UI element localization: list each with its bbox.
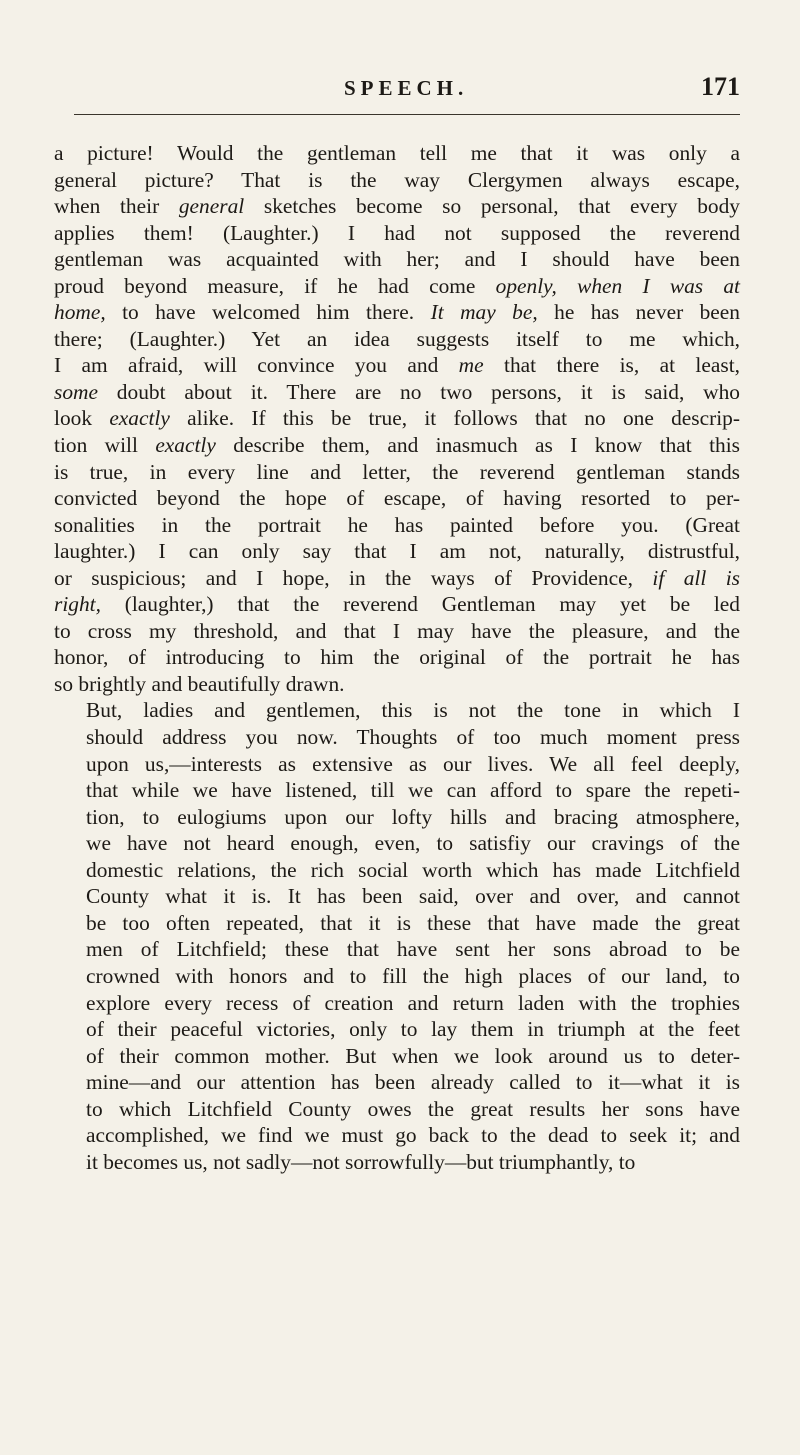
text-run: that there is, at least,: [483, 353, 740, 378]
text-run: general picture? That is the way Clergymen always escape,: [54, 167, 740, 192]
page-number: 171: [701, 72, 740, 101]
text-run: it becomes us, not sadly—not sorrowfully—but triumphantly, to: [86, 1149, 636, 1174]
text-run: he has never been: [537, 300, 740, 325]
text-line: [54, 697, 740, 724]
text-line: [54, 804, 740, 831]
text-line: [54, 1016, 740, 1043]
text-run: that while we have listened, till we can afford to spare the repeti-: [86, 778, 740, 803]
text-line: [54, 1069, 740, 1096]
text-line: [54, 459, 740, 486]
text-line: [54, 167, 740, 194]
text-run: sonalities in the portrait he has painted before you. (Great: [54, 512, 740, 537]
text-line: [54, 273, 740, 300]
text-line: [54, 830, 740, 857]
text-line: [54, 910, 740, 937]
text-run: men of Litchfield; these that have sent her sons abroad to be: [86, 937, 740, 962]
text-run: of their common mother. But when we look around us to deter-: [86, 1043, 740, 1068]
italic-run: exactly: [155, 433, 216, 458]
text-run: (laughter,) that the reverend Gentleman may yet be led: [100, 592, 740, 617]
text-line: [54, 485, 740, 512]
text-run: County what it is. It has been said, over and over, and cannot: [86, 884, 740, 909]
text-run: tion, to eulogiums upon our lofty hills and bracing atmosphere,: [86, 804, 740, 829]
text-line: [54, 963, 740, 990]
text-line: [54, 990, 740, 1017]
text-run: we have not heard enough, even, to satisfiy our cravings of the: [86, 831, 740, 856]
text-run: crowned with honors and to fill the high places of our land, to: [86, 963, 740, 988]
text-line: [54, 857, 740, 884]
text-line: [54, 1122, 740, 1149]
text-line: [54, 883, 740, 910]
text-run: I am afraid, will convince you and: [54, 353, 459, 378]
paragraph: [54, 140, 740, 697]
italic-run: right,: [54, 592, 101, 617]
text-run: be too often repeated, that it is these that have made the great: [86, 910, 740, 935]
text-line: [54, 352, 740, 379]
text-line: [54, 1043, 740, 1070]
header-rule: [74, 114, 740, 115]
text-run: domestic relations, the rich social worth which has made Litchfield: [86, 857, 740, 882]
text-line: [54, 405, 740, 432]
text-run: or suspicious; and I hope, in the ways of Providence,: [54, 565, 653, 590]
italic-run: openly, when I was at: [495, 273, 740, 298]
running-title: SPEECH.: [344, 76, 469, 100]
text-run: sketches become so personal, that every body: [244, 194, 740, 219]
text-line: [54, 751, 740, 778]
italic-run: exactly: [109, 406, 170, 431]
text-run: But, ladies and gentlemen, this is not the tone in which I: [86, 698, 740, 723]
text-run: a picture! Would the gentleman tell me that it was only a: [54, 141, 740, 165]
text-line: [54, 326, 740, 353]
text-run: of their peaceful victories, only to lay them in triumph at the feet: [86, 1017, 740, 1042]
text-run: when their: [54, 194, 179, 219]
text-line: [54, 724, 740, 751]
text-run: tion will: [54, 433, 156, 458]
text-line: [54, 220, 740, 247]
text-run: explore every recess of creation and return laden with the trophies: [86, 990, 740, 1015]
italic-run: some: [54, 379, 98, 404]
text-line: [54, 538, 740, 565]
text-run: doubt about it. There are no two persons, it is said, who: [97, 379, 740, 404]
paragraph: [54, 697, 740, 1175]
text-run: upon us,—interests as extensive as our lives. We all feel deeply,: [86, 751, 740, 776]
text-run: applies them! (Laughter.) I had not supposed the reverend: [54, 220, 740, 245]
italic-run: home,: [54, 300, 106, 325]
text-line: [54, 512, 740, 539]
text-line: [54, 591, 740, 618]
running-head: [54, 70, 740, 110]
text-line: [54, 565, 740, 592]
text-run: there; (Laughter.) Yet an idea suggests itself to me which,: [54, 326, 740, 351]
text-run: proud beyond measure, if he had come: [54, 273, 496, 298]
italic-run: me: [458, 353, 484, 378]
text-run: to cross my threshold, and that I may have the pleasure, and the: [54, 618, 740, 643]
text-run: so brightly and beautifully drawn.: [54, 671, 345, 696]
text-line: [54, 671, 740, 698]
text-line: [54, 1149, 740, 1176]
text-line: [54, 299, 740, 326]
text-line: [54, 618, 740, 645]
text-run: describe them, and inasmuch as I know that this: [215, 433, 740, 458]
text-run: to which Litchfield County owes the great results her sons have: [86, 1096, 740, 1121]
text-line: [54, 1096, 740, 1123]
text-run: accomplished, we find we must go back to the dead to seek it; and: [86, 1123, 740, 1148]
text-line: [54, 936, 740, 963]
text-line: [54, 140, 740, 167]
text-run: look: [54, 406, 110, 431]
text-line: [54, 246, 740, 273]
text-line: [54, 379, 740, 406]
text-run: mine—and our attention has been already called to it—what it is: [86, 1070, 740, 1095]
italic-run: It may be,: [430, 300, 538, 325]
text-run: alike. If this be true, it follows that no one descrip-: [169, 406, 740, 431]
text-run: gentleman was acquainted with her; and I should have been: [54, 247, 740, 272]
text-run: laughter.) I can only say that I am not, naturally, distrustful,: [54, 539, 740, 564]
text-run: honor, of introducing to him the original of the portrait he has: [54, 645, 740, 670]
text-line: [54, 777, 740, 804]
text-run: is true, in every line and letter, the reverend gentleman stands: [54, 459, 740, 484]
text-run: should address you now. Thoughts of too much moment press: [86, 725, 740, 750]
text-line: [54, 644, 740, 671]
text-line: [54, 193, 740, 220]
text-line: [54, 432, 740, 459]
text-run: convicted beyond the hope of escape, of having resorted to per-: [54, 486, 740, 511]
text-run: to have welcomed him there.: [105, 300, 431, 325]
italic-run: general: [178, 194, 245, 219]
body-text: [54, 140, 740, 1175]
italic-run: if all is: [652, 565, 740, 590]
